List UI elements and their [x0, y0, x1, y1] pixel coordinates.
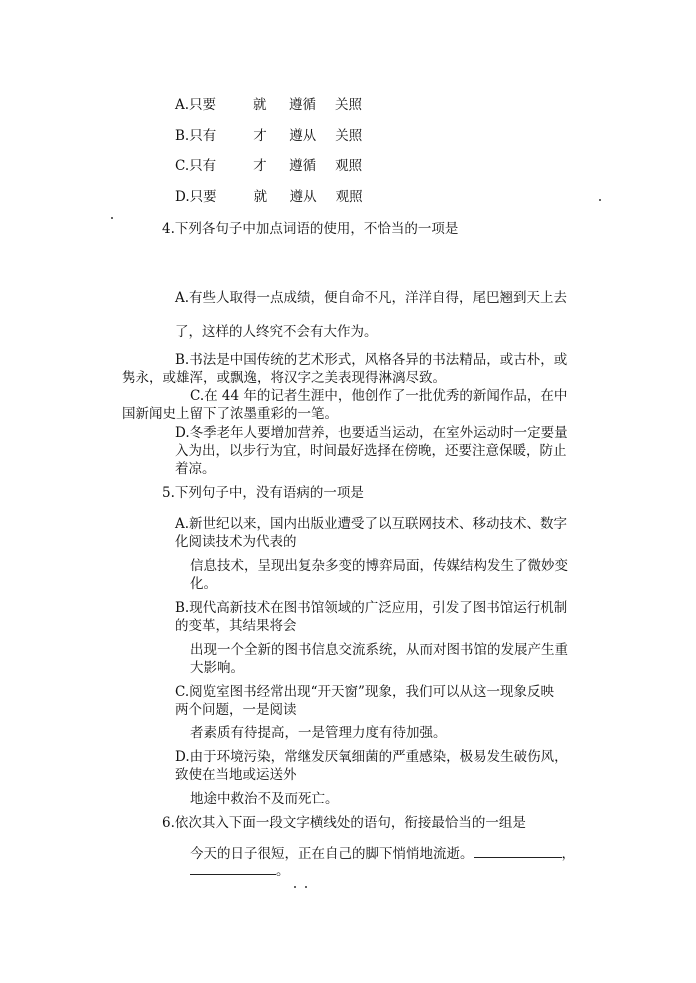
stray-dot [305, 886, 307, 888]
q5-option-c-line-1: C.阅览室图书经常出现“开天窗”现象，我们可以从这一现象反映 [175, 684, 554, 700]
option-word-3: 遵从 [289, 189, 317, 205]
option-word-1: 只要 [189, 97, 217, 113]
q5-option-c-line-3: 者素质有待提高，一是管理力度有待加强。 [190, 725, 447, 741]
option-word-3: 遵循 [289, 158, 317, 174]
question-5-stem: 5.下列句子中，没有语病的一项是 [162, 485, 364, 501]
q6-comma: ， [561, 846, 575, 862]
option-word-2: 才 [253, 128, 267, 144]
q6-passage-line-1 [190, 845, 575, 863]
option-word-1: 只要 [189, 189, 217, 205]
q5-option-c-line-2: 两个问题，一是阅读 [175, 702, 297, 718]
option-word-3: 遵循 [289, 97, 317, 113]
q6-passage-line-2 [190, 862, 290, 880]
q5-option-d-line-1: D.由于环境污染，常继发厌氧细菌的严重感染，极易发生破伤风， [175, 749, 568, 765]
stray-dot [599, 199, 601, 201]
q5-option-a-line-2: 化阅读技术为代表的 [175, 534, 297, 550]
option-word-2: 就 [253, 97, 267, 113]
q5-option-d-line-3: 地途中救治不及而死亡。 [190, 791, 339, 807]
q4-option-a-line-2: 了，这样的人终究不会有大作为。 [175, 324, 378, 340]
option-word-4: 观照 [335, 158, 363, 174]
option-letter: A. [175, 97, 190, 113]
option-word-1: 只有 [189, 158, 217, 174]
q3-option-d [175, 188, 363, 206]
q5-option-a-line-3: 信息技术，呈现出复杂多变的博弈局面，传媒结构发生了微妙变 [190, 558, 568, 574]
answer-blank-1 [474, 845, 562, 858]
q3-option-c [175, 157, 362, 175]
q6-period: 。 [276, 863, 290, 879]
stray-dot [111, 217, 113, 219]
q5-option-b-line-1: B.现代高新技术在图书馆领域的广泛应用，引发了图书馆运行机制 [175, 600, 568, 616]
q5-option-a-line-4: 化。 [190, 576, 217, 592]
q3-option-b [175, 127, 362, 145]
q4-option-b-line-1: B.书法是中国传统的艺术形式，风格各异的书法精品，或古朴，或 [175, 352, 568, 368]
q5-option-b-line-3: 出现一个全新的图书信息交流系统，从而对图书馆的发展产生重 [190, 642, 568, 658]
q4-option-d-line-3: 着凉。 [175, 461, 216, 477]
q5-option-a-line-1: A.新世纪以来，国内出版业遭受了以互联网技术、移动技术、数字 [175, 516, 568, 532]
question-4-stem: 4.下列各句子中加点词语的使用，不恰当的一项是 [162, 221, 459, 237]
option-letter: D. [175, 189, 190, 205]
option-word-4: 关照 [335, 97, 363, 113]
q4-option-c-line-1: C.在 44 年的记者生涯中，他创作了一批优秀的新闻作品，在中 [190, 388, 568, 404]
q6-passage-text: 今天的日子很短，正在自己的脚下悄悄地流逝。 [190, 846, 474, 862]
option-word-4: 观照 [335, 189, 363, 205]
q4-option-b-line-2: 隽永，或雄浑，或飘逸，将汉字之美表现得淋漓尽致。 [122, 370, 446, 386]
option-word-2: 就 [253, 189, 268, 205]
q4-option-a-line-1: A.有些人取得一点成绩，便自命不凡，洋洋自得，尾巴翘到天上去 [175, 290, 568, 306]
question-6-stem: 6.依次其入下面一段文字横线处的语句，衔接最恰当的一组是 [162, 815, 526, 831]
answer-blank-2 [190, 862, 276, 875]
option-word-2: 才 [253, 158, 267, 174]
q5-option-d-line-2: 致使在当地或运送外 [175, 767, 297, 783]
option-word-4: 关照 [335, 128, 363, 144]
q5-option-b-line-4: 大影响。 [190, 660, 244, 676]
q5-option-b-line-2: 的变革，其结果将会 [175, 618, 297, 634]
option-letter: C. [175, 158, 190, 174]
option-word-3: 遵从 [289, 128, 317, 144]
q4-option-d-line-2: 入为出，以步行为宜，时间最好选择在傍晚，还要注意保暖，防止 [175, 443, 567, 459]
q3-option-a [175, 96, 362, 114]
option-word-1: 只有 [189, 128, 217, 144]
q4-option-c-line-2: 国新闻史上留下了浓墨重彩的一笔。 [122, 406, 338, 422]
option-letter: B. [175, 128, 190, 144]
q4-option-d-line-1: D.冬季老年人要增加营养，也要适当运动，在室外运动时一定要量 [175, 425, 568, 441]
stray-dot [294, 886, 296, 888]
